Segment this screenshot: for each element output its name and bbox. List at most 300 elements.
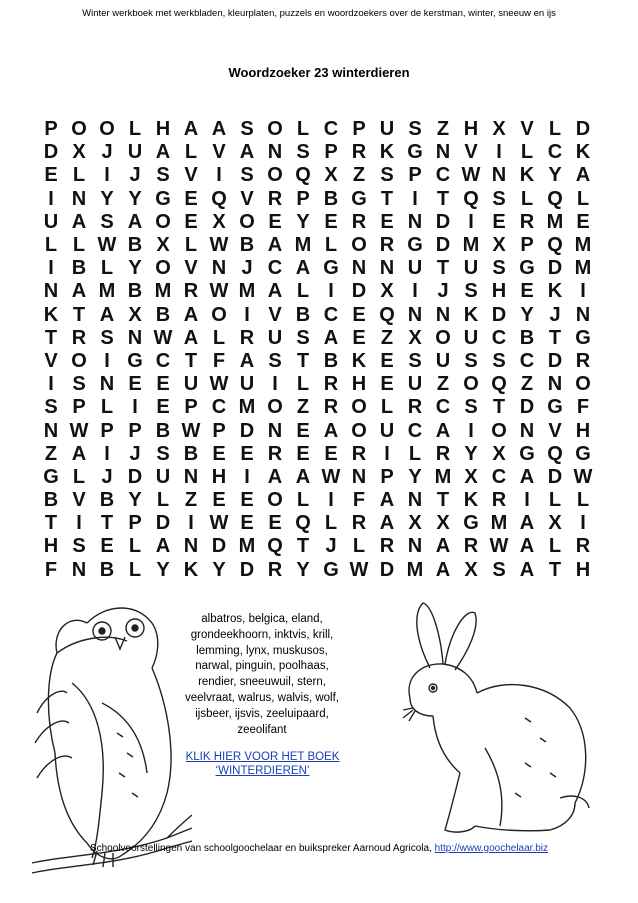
- grid-row: [37, 141, 597, 164]
- grid-cell: E: [156, 373, 170, 396]
- grid-cell: V: [184, 257, 198, 280]
- grid-cell: I: [244, 303, 250, 326]
- grid-cell: W: [181, 419, 201, 442]
- grid-cell: X: [436, 512, 450, 535]
- grid-cell: S: [100, 326, 114, 349]
- grid-row: [37, 257, 597, 280]
- grid-cell: I: [412, 280, 418, 303]
- grid-cell: L: [156, 489, 170, 512]
- grid-cell: L: [576, 187, 590, 210]
- grid-cell: G: [155, 187, 171, 210]
- grid-cell: Y: [548, 164, 562, 187]
- grid-cell: A: [435, 558, 451, 581]
- grid-cell: E: [492, 210, 506, 233]
- grid-cell: L: [324, 512, 338, 535]
- grid-row: [37, 559, 597, 582]
- grid-cell: I: [384, 442, 390, 465]
- grid-cell: O: [155, 210, 171, 233]
- grid-cell: E: [128, 373, 142, 396]
- grid-row: [37, 304, 597, 327]
- grid-cell: I: [328, 280, 334, 303]
- grid-cell: D: [491, 303, 507, 326]
- grid-cell: A: [183, 303, 199, 326]
- grid-cell: L: [72, 465, 86, 488]
- grid-cell: W: [573, 465, 593, 488]
- word-list-line: albatros, belgica, eland,: [201, 613, 323, 625]
- grid-cell: H: [43, 535, 59, 558]
- page-title: Woordzoeker 23 winterdieren: [228, 65, 410, 80]
- grid-cell: N: [575, 303, 591, 326]
- grid-cell: W: [209, 373, 229, 396]
- grid-cell: T: [296, 349, 310, 372]
- word-search-grid: [37, 118, 597, 582]
- grid-cell: E: [212, 489, 226, 512]
- grid-cell: C: [547, 141, 563, 164]
- grid-cell: A: [575, 164, 591, 187]
- grid-cell: E: [184, 210, 198, 233]
- grid-cell: K: [379, 141, 395, 164]
- grid-row: [37, 188, 597, 211]
- grid-cell: Z: [520, 373, 534, 396]
- grid-row: [37, 489, 597, 512]
- footer-link[interactable]: http://www.goochelaar.biz: [434, 843, 549, 854]
- grid-cell: V: [548, 419, 562, 442]
- grid-cell: Y: [520, 303, 534, 326]
- grid-cell: Q: [463, 187, 479, 210]
- grid-cell: L: [408, 442, 422, 465]
- grid-cell: P: [352, 118, 366, 141]
- grid-cell: L: [44, 234, 58, 257]
- grid-cell: L: [100, 257, 114, 280]
- grid-cell: X: [464, 465, 478, 488]
- grid-cell: X: [128, 303, 142, 326]
- grid-cell: W: [321, 465, 341, 488]
- grid-cell: E: [268, 512, 282, 535]
- grid-cell: I: [580, 280, 586, 303]
- grid-cell: P: [408, 164, 422, 187]
- grid-cell: I: [104, 164, 110, 187]
- grid-cell: R: [351, 141, 367, 164]
- grid-cell: G: [519, 257, 535, 280]
- grid-cell: S: [296, 141, 310, 164]
- grid-cell: E: [184, 187, 198, 210]
- grid-cell: R: [379, 535, 395, 558]
- grid-cell: A: [267, 280, 283, 303]
- grid-cell: W: [349, 558, 369, 581]
- grid-cell: T: [436, 187, 450, 210]
- grid-cell: S: [72, 535, 86, 558]
- grid-cell: I: [48, 373, 54, 396]
- word-list: [168, 612, 356, 738]
- grid-cell: L: [576, 489, 590, 512]
- grid-cell: L: [352, 535, 366, 558]
- grid-cell: U: [379, 419, 395, 442]
- grid-cell: R: [71, 326, 87, 349]
- grid-cell: L: [520, 141, 534, 164]
- grid-cell: T: [72, 303, 86, 326]
- grid-cell: O: [99, 118, 115, 141]
- grid-cell: A: [379, 489, 395, 512]
- grid-cell: E: [156, 396, 170, 419]
- grid-cell: N: [435, 303, 451, 326]
- grid-cell: G: [323, 558, 339, 581]
- grid-cell: J: [549, 303, 561, 326]
- grid-cell: E: [380, 210, 394, 233]
- grid-cell: A: [379, 512, 395, 535]
- grid-cell: O: [211, 303, 227, 326]
- grid-cell: G: [351, 187, 367, 210]
- grid-cell: C: [519, 349, 535, 372]
- grid-cell: S: [100, 210, 114, 233]
- grid-cell: J: [325, 535, 337, 558]
- grid-cell: Q: [379, 303, 395, 326]
- grid-cell: V: [268, 303, 282, 326]
- grid-cell: N: [99, 373, 115, 396]
- grid-cell: C: [491, 326, 507, 349]
- grid-cell: J: [241, 257, 253, 280]
- grid-cell: K: [547, 280, 563, 303]
- grid-row: [37, 280, 597, 303]
- grid-cell: L: [184, 141, 198, 164]
- word-list-line: narwal, pinguin, poolhaas,: [195, 660, 329, 673]
- grid-cell: S: [464, 396, 478, 419]
- grid-cell: A: [155, 141, 171, 164]
- grid-cell: E: [240, 442, 254, 465]
- grid-cell: O: [351, 396, 367, 419]
- grid-cell: I: [328, 489, 334, 512]
- book-link-line2[interactable]: ‘WINTERDIEREN’: [215, 765, 310, 777]
- grid-cell: Z: [296, 396, 310, 419]
- grid-cell: R: [379, 234, 395, 257]
- grid-cell: P: [520, 234, 534, 257]
- grid-cell: N: [407, 210, 423, 233]
- grid-cell: A: [183, 326, 199, 349]
- grid-cell: E: [44, 164, 58, 187]
- grid-cell: O: [491, 419, 507, 442]
- grid-cell: S: [408, 118, 422, 141]
- grid-cell: O: [71, 349, 87, 372]
- grid-cell: N: [183, 535, 199, 558]
- grid-cell: Y: [156, 558, 170, 581]
- grid-cell: K: [463, 303, 479, 326]
- grid-cell: C: [211, 396, 227, 419]
- grid-cell: A: [71, 210, 87, 233]
- grid-cell: Y: [408, 465, 422, 488]
- grid-cell: D: [127, 465, 143, 488]
- grid-cell: L: [296, 280, 310, 303]
- grid-cell: R: [267, 442, 283, 465]
- grid-cell: M: [238, 396, 256, 419]
- grid-cell: L: [72, 234, 86, 257]
- grid-cell: O: [351, 419, 367, 442]
- grid-cell: L: [324, 234, 338, 257]
- grid-cell: X: [72, 141, 86, 164]
- grid-cell: C: [155, 349, 171, 372]
- grid-cell: S: [240, 164, 254, 187]
- grid-cell: B: [323, 349, 339, 372]
- grid-cell: F: [44, 558, 58, 581]
- grid-cell: G: [547, 396, 563, 419]
- grid-cell: I: [48, 187, 54, 210]
- grid-cell: D: [211, 535, 227, 558]
- grid-cell: O: [435, 326, 451, 349]
- grid-cell: U: [127, 141, 143, 164]
- grid-cell: U: [407, 257, 423, 280]
- grid-cell: C: [491, 465, 507, 488]
- grid-cell: R: [351, 210, 367, 233]
- grid-cell: Z: [380, 326, 394, 349]
- grid-cell: I: [216, 164, 222, 187]
- grid-cell: B: [99, 489, 115, 512]
- grid-cell: Q: [547, 234, 563, 257]
- grid-cell: C: [435, 164, 451, 187]
- grid-row: [37, 396, 597, 419]
- grid-cell: M: [574, 234, 592, 257]
- grid-cell: X: [324, 164, 338, 187]
- grid-cell: A: [183, 118, 199, 141]
- grid-cell: E: [576, 210, 590, 233]
- grid-cell: W: [209, 512, 229, 535]
- grid-cell: L: [128, 118, 142, 141]
- grid-cell: Y: [296, 558, 310, 581]
- grid-cell: J: [101, 465, 113, 488]
- grid-cell: K: [183, 558, 199, 581]
- grid-cell: D: [519, 396, 535, 419]
- grid-cell: R: [267, 187, 283, 210]
- grid-cell: D: [239, 419, 255, 442]
- grid-cell: E: [352, 303, 366, 326]
- grid-cell: T: [44, 512, 58, 535]
- grid-cell: G: [43, 465, 59, 488]
- grid-cell: M: [98, 280, 116, 303]
- grid-row: [37, 327, 597, 350]
- grid-cell: J: [437, 280, 449, 303]
- grid-cell: E: [296, 419, 310, 442]
- grid-cell: R: [267, 558, 283, 581]
- grid-cell: T: [548, 326, 562, 349]
- grid-cell: L: [128, 535, 142, 558]
- grid-cell: N: [491, 164, 507, 187]
- grid-cell: A: [99, 303, 115, 326]
- grid-cell: E: [268, 210, 282, 233]
- grid-cell: W: [461, 164, 481, 187]
- grid-cell: D: [379, 558, 395, 581]
- grid-cell: M: [546, 210, 564, 233]
- grid-cell: N: [435, 141, 451, 164]
- grid-cell: S: [240, 118, 254, 141]
- grid-cell: O: [463, 373, 479, 396]
- grid-cell: N: [351, 465, 367, 488]
- grid-cell: N: [267, 141, 283, 164]
- word-list-line: grondeekhoorn, inktvis, krill,: [190, 628, 334, 641]
- grid-cell: D: [435, 234, 451, 257]
- grid-cell: Y: [128, 187, 142, 210]
- grid-cell: V: [184, 164, 198, 187]
- grid-cell: A: [239, 349, 255, 372]
- grid-cell: A: [519, 558, 535, 581]
- grid-cell: T: [436, 489, 450, 512]
- grid-cell: T: [184, 349, 198, 372]
- grid-cell: P: [72, 396, 86, 419]
- grid-row: [37, 350, 597, 373]
- grid-cell: E: [240, 512, 254, 535]
- grid-cell: B: [99, 558, 115, 581]
- grid-cell: L: [548, 489, 562, 512]
- grid-cell: S: [156, 442, 170, 465]
- grid-cell: B: [323, 187, 339, 210]
- grid-cell: W: [489, 535, 509, 558]
- grid-cell: S: [156, 164, 170, 187]
- grid-cell: D: [43, 141, 59, 164]
- grid-cell: R: [435, 442, 451, 465]
- grid-cell: X: [492, 118, 506, 141]
- grid-cell: O: [71, 118, 87, 141]
- grid-cell: B: [71, 257, 87, 280]
- grid-row: [37, 373, 597, 396]
- grid-cell: Z: [44, 442, 58, 465]
- grid-cell: L: [128, 558, 142, 581]
- grid-cell: W: [153, 326, 173, 349]
- grid-cell: A: [127, 210, 143, 233]
- grid-cell: M: [294, 234, 312, 257]
- grid-cell: V: [212, 141, 226, 164]
- grid-cell: J: [129, 442, 141, 465]
- grid-cell: H: [575, 419, 591, 442]
- grid-cell: U: [155, 465, 171, 488]
- grid-cell: N: [71, 558, 87, 581]
- grid-cell: L: [520, 187, 534, 210]
- grid-cell: A: [435, 419, 451, 442]
- grid-cell: O: [351, 234, 367, 257]
- grid-cell: P: [212, 419, 226, 442]
- grid-cell: W: [97, 234, 117, 257]
- grid-cell: V: [464, 141, 478, 164]
- grid-cell: I: [580, 512, 586, 535]
- grid-cell: H: [575, 558, 591, 581]
- grid-cell: R: [323, 396, 339, 419]
- word-list-line: rendier, sneeuwuil, stern,: [198, 676, 326, 689]
- book-link-line1[interactable]: KLIK HIER VOOR HET BOEK: [185, 751, 340, 763]
- grid-cell: Q: [267, 535, 283, 558]
- grid-cell: G: [323, 257, 339, 280]
- grid-cell: X: [464, 558, 478, 581]
- grid-cell: D: [239, 558, 255, 581]
- grid-row: [37, 512, 597, 535]
- grid-cell: P: [44, 118, 58, 141]
- grid-cell: X: [408, 326, 422, 349]
- grid-row: [37, 535, 597, 558]
- grid-cell: M: [238, 280, 256, 303]
- grid-cell: R: [183, 280, 199, 303]
- grid-cell: O: [267, 396, 283, 419]
- grid-cell: E: [324, 210, 338, 233]
- grid-cell: L: [296, 489, 310, 512]
- grid-cell: O: [155, 257, 171, 280]
- grid-cell: Z: [436, 373, 450, 396]
- grid-cell: F: [352, 489, 366, 512]
- grid-cell: W: [209, 280, 229, 303]
- grid-cell: X: [492, 442, 506, 465]
- book-link[interactable]: [160, 750, 365, 778]
- grid-cell: C: [267, 257, 283, 280]
- grid-cell: J: [129, 164, 141, 187]
- grid-row: [37, 164, 597, 187]
- grid-cell: Q: [491, 373, 507, 396]
- grid-cell: D: [547, 349, 563, 372]
- grid-cell: U: [267, 326, 283, 349]
- grid-cell: S: [296, 326, 310, 349]
- grid-cell: B: [155, 303, 171, 326]
- grid-cell: M: [574, 257, 592, 280]
- grid-cell: V: [240, 187, 254, 210]
- grid-cell: U: [183, 373, 199, 396]
- grid-cell: I: [48, 257, 54, 280]
- grid-cell: P: [128, 419, 142, 442]
- grid-cell: P: [100, 419, 114, 442]
- grid-cell: A: [323, 326, 339, 349]
- grid-cell: A: [519, 512, 535, 535]
- grid-cell: O: [267, 164, 283, 187]
- grid-cell: N: [127, 326, 143, 349]
- grid-cell: E: [324, 442, 338, 465]
- grid-cell: G: [575, 326, 591, 349]
- grid-cell: S: [492, 257, 506, 280]
- grid-cell: T: [296, 535, 310, 558]
- grid-cell: R: [491, 489, 507, 512]
- grid-cell: B: [239, 234, 255, 257]
- grid-cell: G: [519, 442, 535, 465]
- grid-cell: N: [351, 257, 367, 280]
- grid-cell: Q: [295, 512, 311, 535]
- grid-cell: P: [128, 512, 142, 535]
- grid-cell: S: [44, 396, 58, 419]
- grid-cell: W: [209, 234, 229, 257]
- grid-cell: N: [43, 419, 59, 442]
- grid-cell: E: [212, 442, 226, 465]
- grid-cell: B: [127, 280, 143, 303]
- grid-cell: R: [351, 442, 367, 465]
- grid-cell: D: [547, 465, 563, 488]
- grid-cell: H: [463, 118, 479, 141]
- grid-cell: X: [156, 234, 170, 257]
- grid-cell: F: [576, 396, 590, 419]
- word-list-line: lemming, lynx, muskusos,: [196, 644, 328, 657]
- grid-cell: X: [212, 210, 226, 233]
- grid-cell: M: [238, 535, 256, 558]
- grid-cell: N: [519, 419, 535, 442]
- grid-cell: N: [407, 535, 423, 558]
- grid-cell: R: [239, 326, 255, 349]
- grid-cell: I: [76, 512, 82, 535]
- grid-cell: T: [492, 396, 506, 419]
- grid-cell: U: [435, 349, 451, 372]
- grid-cell: U: [407, 373, 423, 396]
- grid-cell: A: [239, 141, 255, 164]
- grid-cell: R: [519, 210, 535, 233]
- grid-cell: E: [352, 326, 366, 349]
- grid-cell: L: [212, 326, 226, 349]
- grid-cell: A: [519, 535, 535, 558]
- grid-cell: O: [239, 210, 255, 233]
- grid-cell: D: [435, 210, 451, 233]
- grid-cell: P: [296, 187, 310, 210]
- grid-cell: H: [491, 280, 507, 303]
- grid-cell: M: [154, 280, 172, 303]
- grid-cell: A: [71, 442, 87, 465]
- grid-cell: B: [519, 326, 535, 349]
- grid-cell: P: [380, 465, 394, 488]
- grid-cell: Z: [184, 489, 198, 512]
